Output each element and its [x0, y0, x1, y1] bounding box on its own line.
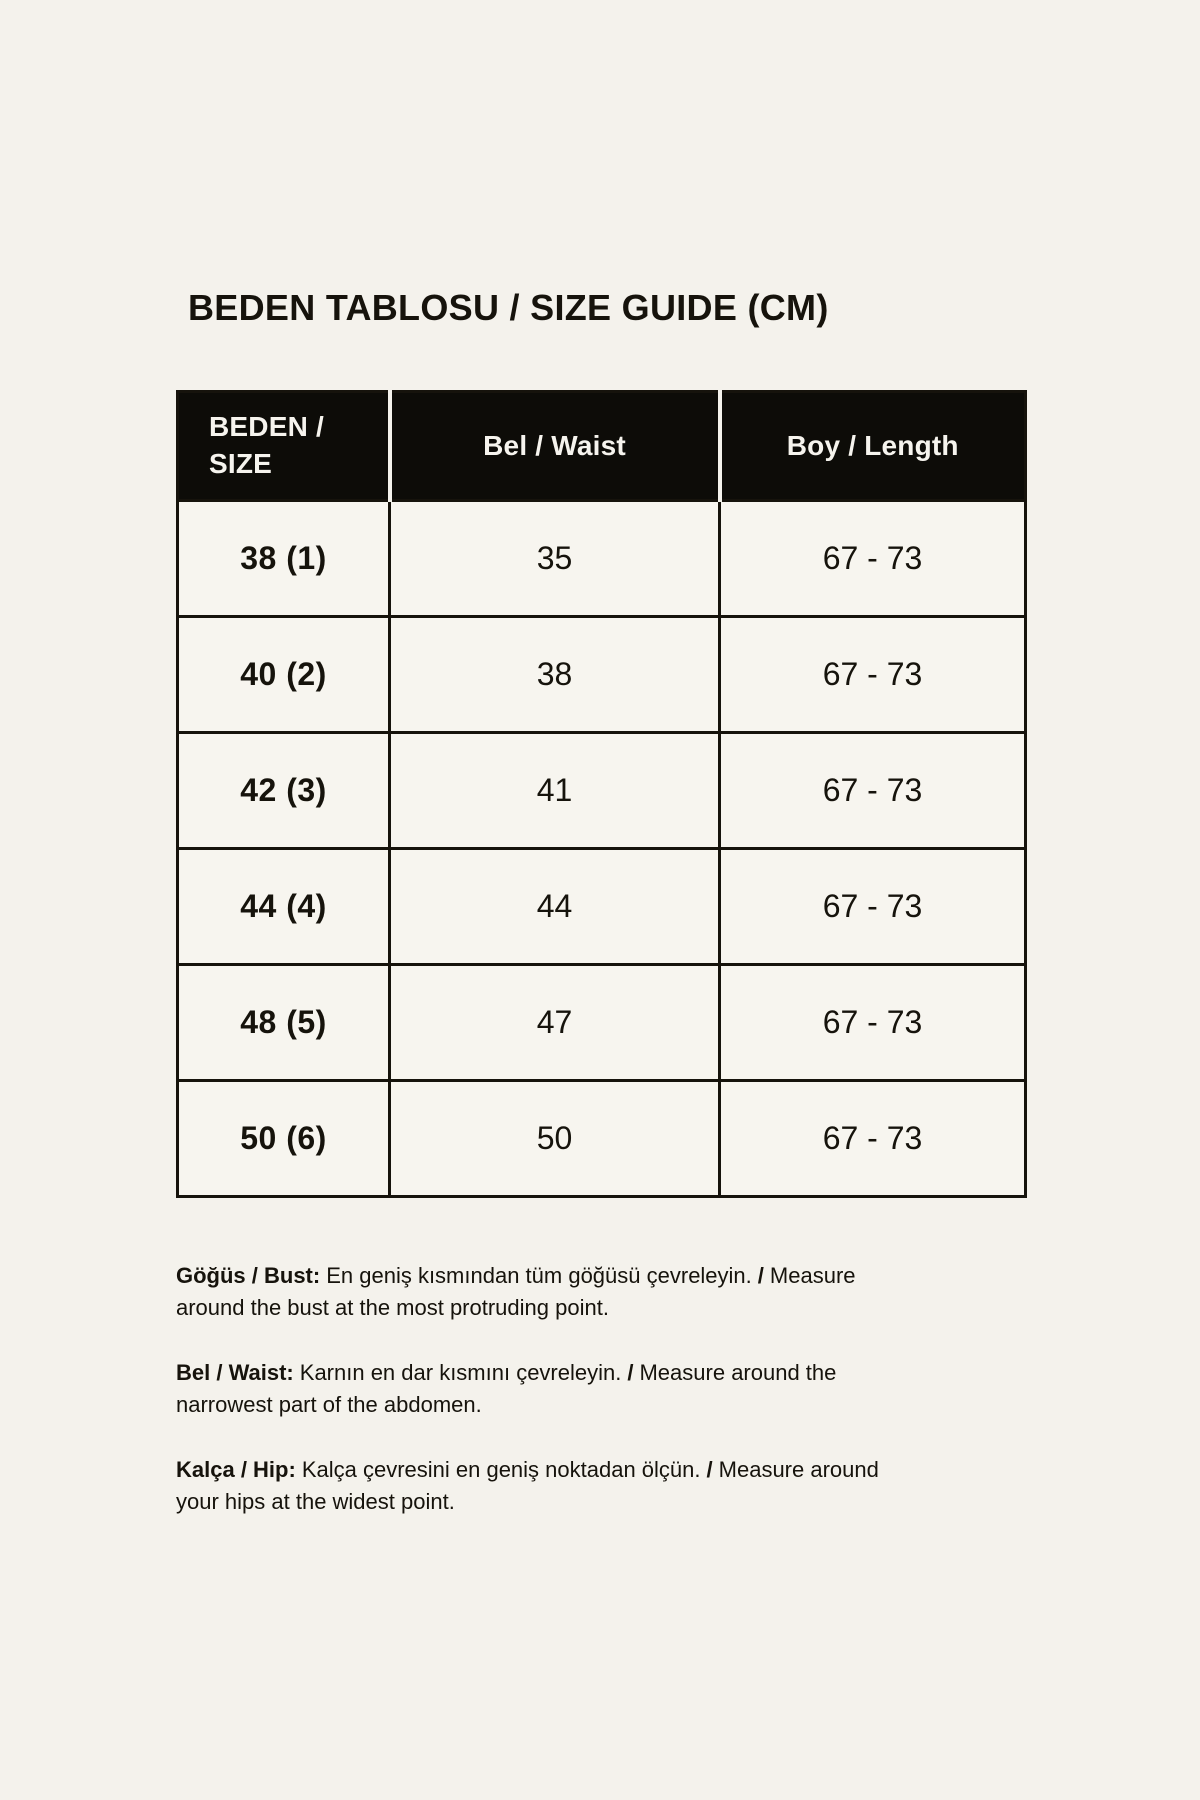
note-waist-label: Bel / Waist: — [176, 1360, 294, 1385]
note-waist-turkish-text: Karnın en dar kısmını çevreleyin. — [299, 1360, 622, 1385]
measurement-notes — [176, 1260, 916, 1551]
cell-waist: 44 — [390, 849, 720, 965]
cell-length: 67 - 73 — [720, 849, 1026, 965]
size-guide-table — [176, 390, 1027, 1198]
table-row — [178, 733, 1026, 849]
column-header-length: Boy / Length — [720, 392, 1026, 501]
table-row — [178, 1081, 1026, 1197]
table-row — [178, 501, 1026, 617]
note-hip-label: Kalça / Hip: — [176, 1457, 296, 1482]
table-header-row — [178, 392, 1026, 501]
note-hip-turkish-text: Kalça çevresini en geniş noktadan ölçün. — [301, 1457, 701, 1482]
note-hip — [176, 1454, 916, 1518]
cell-size: 38 (1) — [178, 501, 390, 617]
cell-size: 42 (3) — [178, 733, 390, 849]
note-waist-english-text: Measure around the narrowest part of the abdomen. — [176, 1360, 837, 1417]
page-title: BEDEN TABLOSU / SIZE GUIDE (CM) — [188, 287, 829, 328]
column-header-size: BEDEN / SIZE — [178, 392, 390, 501]
cell-waist: 47 — [390, 965, 720, 1081]
note-bust-separator: / — [757, 1263, 764, 1288]
cell-waist: 50 — [390, 1081, 720, 1197]
note-bust — [176, 1260, 916, 1324]
cell-length: 67 - 73 — [720, 965, 1026, 1081]
note-waist — [176, 1357, 916, 1421]
cell-length: 67 - 73 — [720, 617, 1026, 733]
note-hip-separator: / — [706, 1457, 713, 1482]
table-row — [178, 617, 1026, 733]
cell-length: 67 - 73 — [720, 733, 1026, 849]
note-waist-separator: / — [627, 1360, 634, 1385]
note-bust-english-text: Measure around the bust at the most protruding point. — [176, 1263, 856, 1320]
column-header-waist: Bel / Waist — [390, 392, 720, 501]
note-bust-label: Göğüs / Bust: — [176, 1263, 321, 1288]
cell-size: 44 (4) — [178, 849, 390, 965]
table-row — [178, 965, 1026, 1081]
cell-size: 48 (5) — [178, 965, 390, 1081]
cell-size: 40 (2) — [178, 617, 390, 733]
cell-size: 50 (6) — [178, 1081, 390, 1197]
note-hip-english-text: Measure around your hips at the widest point. — [176, 1457, 879, 1514]
cell-waist: 35 — [390, 501, 720, 617]
cell-length: 67 - 73 — [720, 501, 1026, 617]
cell-length: 67 - 73 — [720, 1081, 1026, 1197]
cell-waist: 41 — [390, 733, 720, 849]
note-bust-turkish-text: En geniş kısmından tüm göğüsü çevreleyin. — [326, 1263, 752, 1288]
cell-waist: 38 — [390, 617, 720, 733]
table-row — [178, 849, 1026, 965]
